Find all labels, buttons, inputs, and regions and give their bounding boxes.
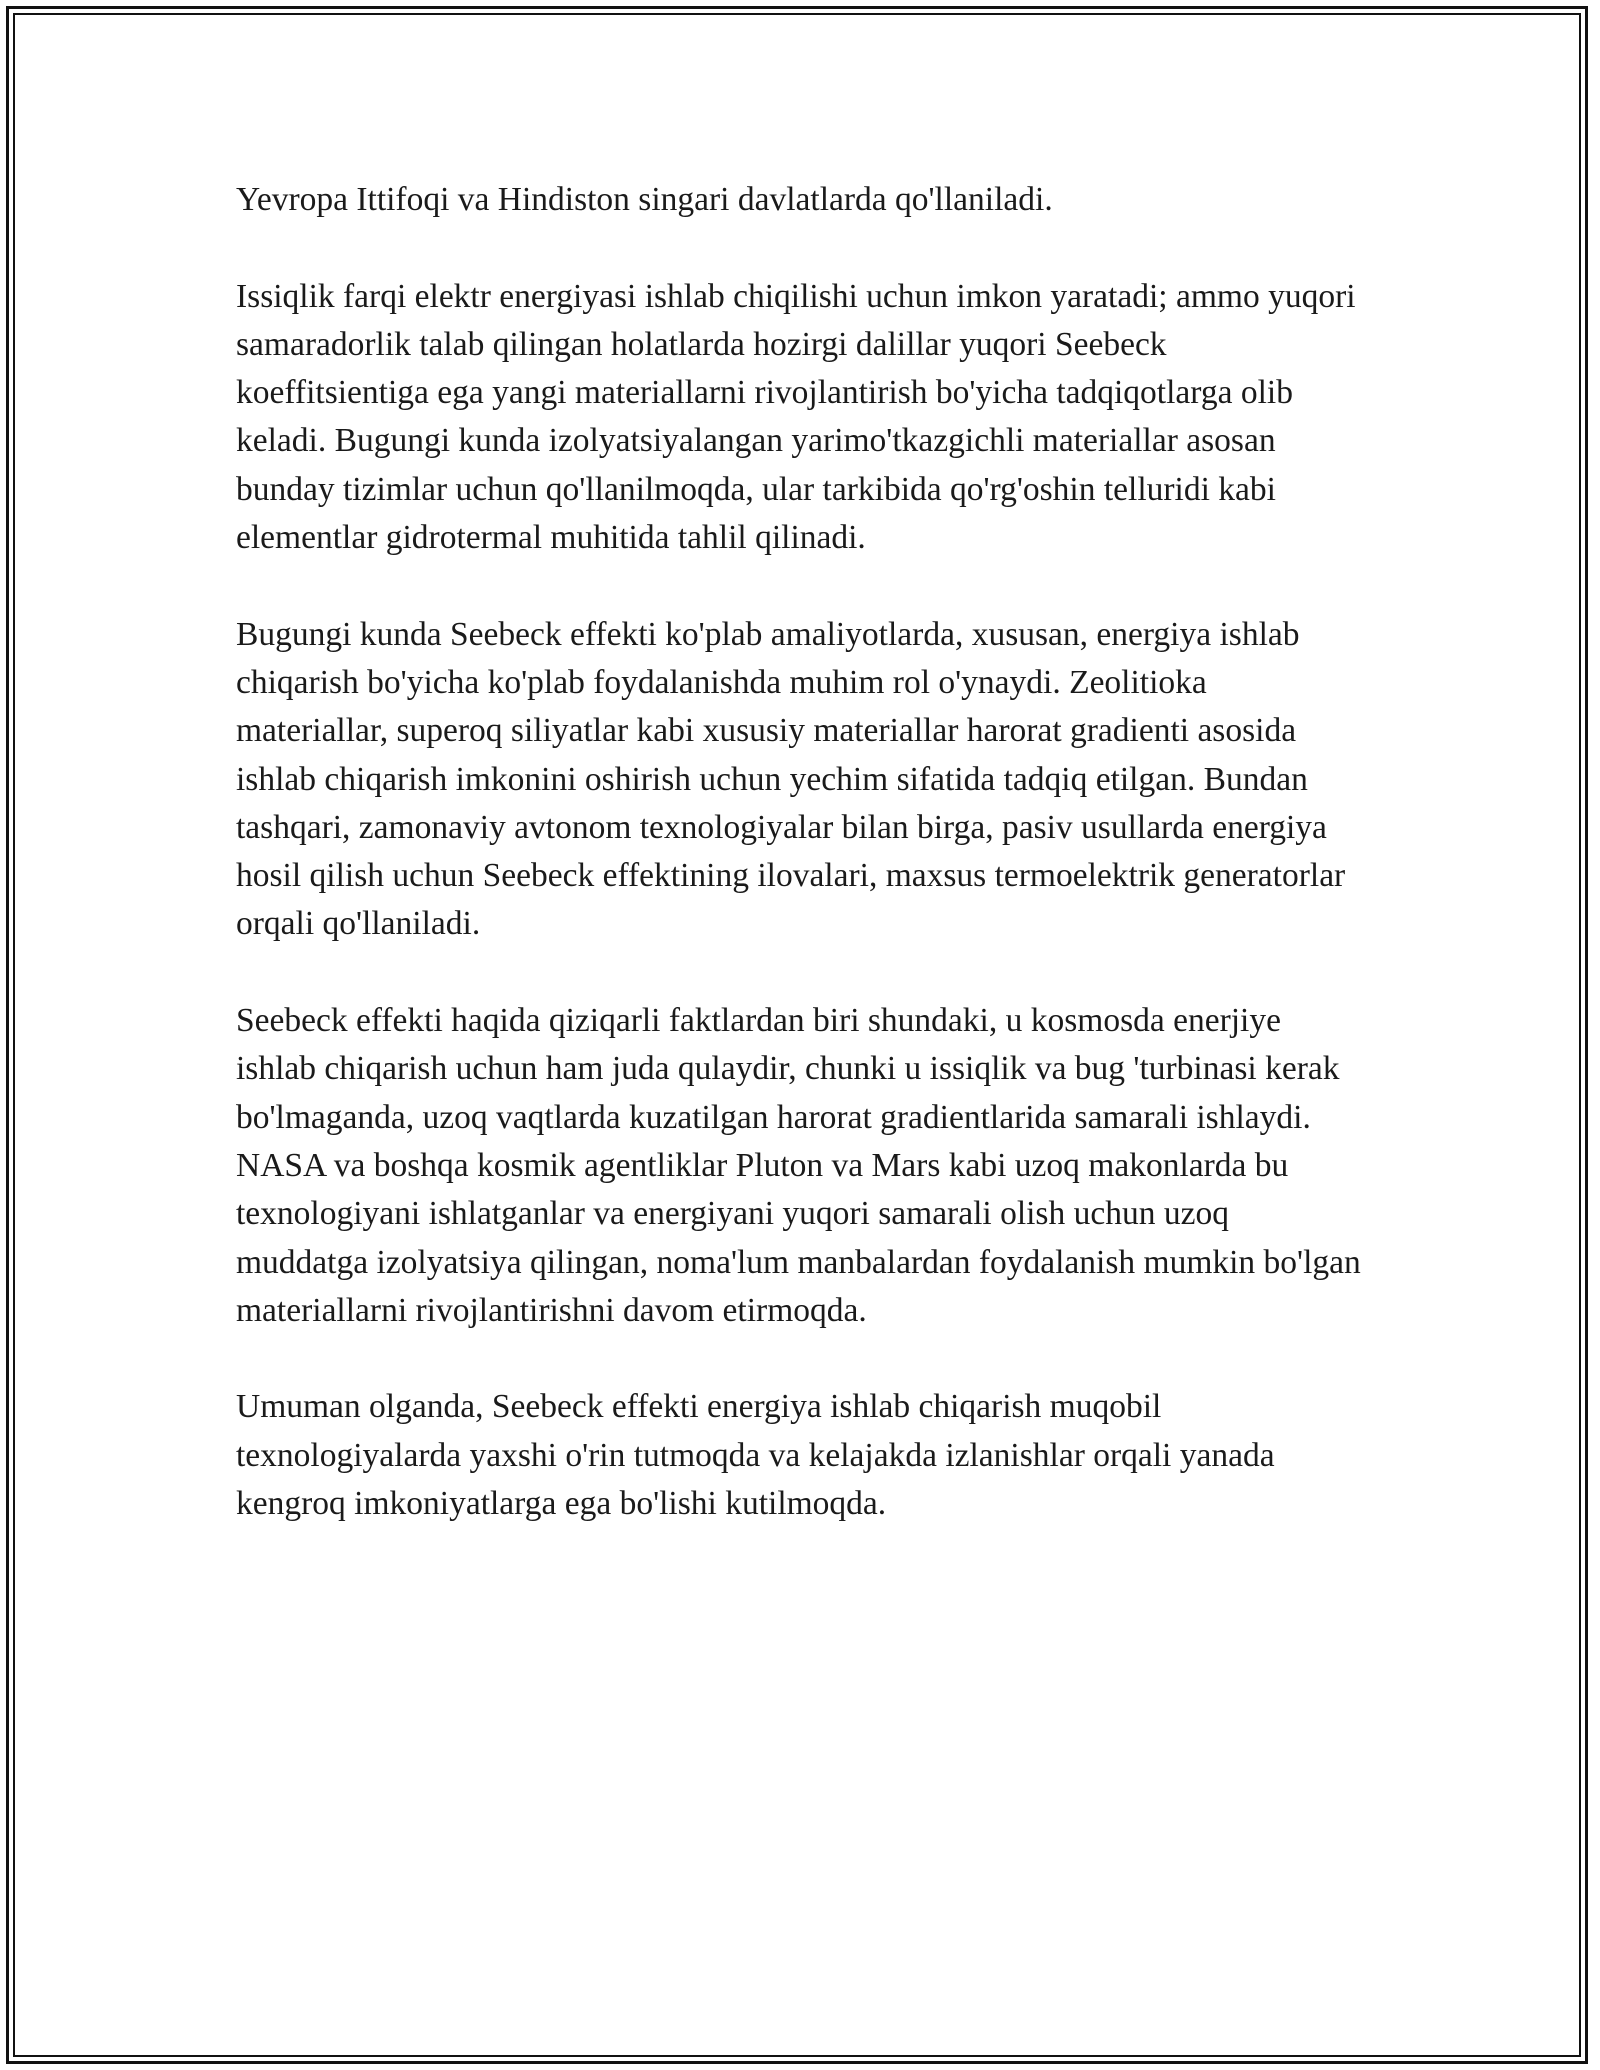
document-body — [236, 176, 1366, 1577]
paragraph: Seebeck effekti haqida qiziqarli faktlardan biri shundaki, u kosmosda enerjiye ishlab chiqarish uchun ham juda qulaydir, chunki u issiqlik va bug 'turbinasi kerak bo'lmaganda, uzoq vaqtlarda kuzatilgan harorat gradientlarida samarali ishlaydi. NASA va boshqa kosmik agentliklar Pluton va Mars kabi uzoq makonlarda bu texnologiyani ishlatganlar va energiyani yuqori samarali olish uchun uzoq muddatga izolyatsiya qilingan, noma'lum manbalardan foydalanish mumkin bo'lgan materiallarni rivojlantirishni davom etirmoqda. — [236, 1002, 1361, 1329]
paragraph: Yevropa Ittifoqi va Hindiston singari davlatlarda qo'llaniladi. — [236, 181, 1053, 218]
paragraph: Umuman olganda, Seebeck effekti energiya ishlab chiqarish muqobil texnologiyalarda yaxshi o'rin tutmoqda va kelajakda izlanishlar orqali yanada kengroq imkoniyatlarga ega bo'lishi kutilmoqda. — [236, 1388, 1275, 1523]
paragraph: Bugungi kunda Seebeck effekti ko'plab amaliyotlarda, xususan, energiya ishlab chiqarish bo'yicha ko'plab foydalanishda muhim rol o'ynaydi. Zeolitioka materiallar, superoq siliyatlar kabi xususiy materiallar harorat gradienti asosida ishlab chiqarish imkonini oshirish uchun yechim sifatida tadqiq etilgan. Bundan tashqari, zamonaviy avtonom texnologiyalar bilan birga, pasiv usullarda energiya hosil qilish uchun Seebeck effektining ilovalari, maxsus termoelektrik generatorlar orqali qo'llaniladi. — [236, 615, 1346, 943]
paragraph: Issiqlik farqi elektr energiyasi ishlab chiqilishi uchun imkon yaratadi; ammo yuqori samaradorlik talab qilingan holatlarda hozirgi dalillar yuqori Seebeck koeffitsientiga ega yangi materiallarni rivojlantirish bo'yicha tadqiqotlarga olib keladi. Bugungi kunda izolyatsiyalangan yarimo'tkazgichli materiallar asosan bunday tizimlar uchun qo'llanilmoqda, ular tarkibida qo'rg'oshin telluridi kabi elementlar gidrotermal muhitida tahlil qilinadi. — [236, 277, 1356, 557]
